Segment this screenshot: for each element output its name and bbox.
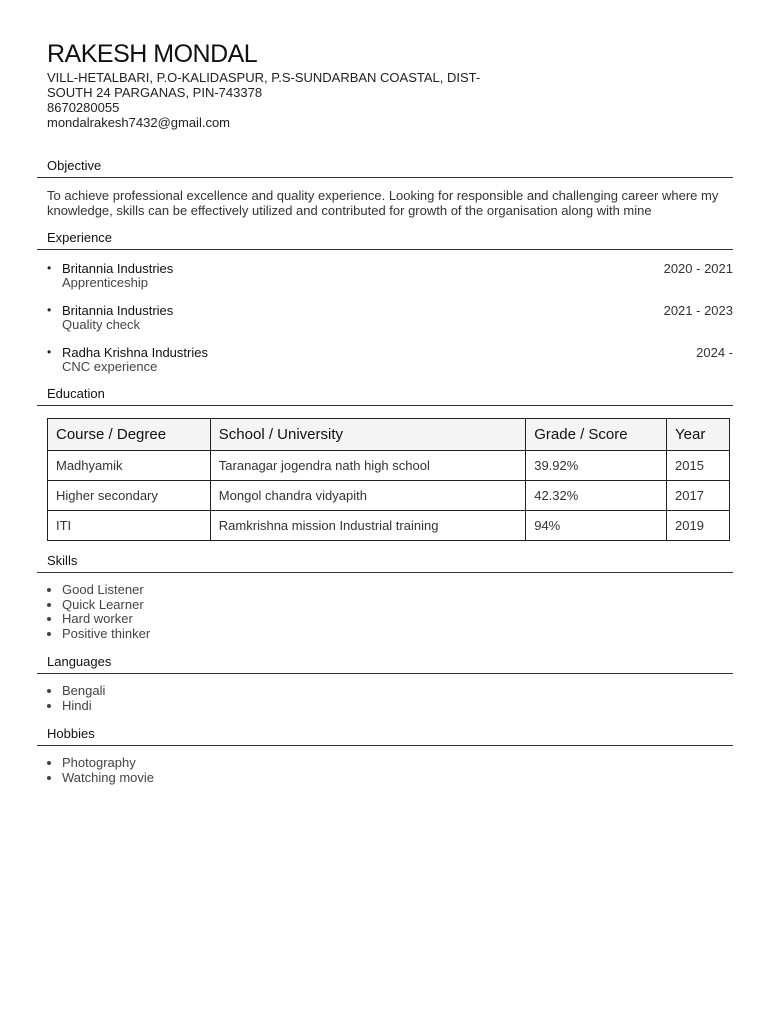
- experience-role: Quality check: [62, 317, 141, 332]
- bullet-icon: •: [47, 345, 52, 359]
- objective-text: To achieve professional excellence and quality experience. Looking for responsible and challenging career where my knowledge, skills can be effectively utilized and contributed for growth of the organisation along with mine: [47, 188, 719, 218]
- cell-school: Taranagar jogendra nath high school: [210, 451, 525, 481]
- experience-company: Britannia Industries: [62, 303, 174, 318]
- cell-grade: 39.92%: [526, 451, 667, 481]
- cell-course: ITI: [48, 511, 211, 541]
- bullet-icon: •: [47, 303, 52, 317]
- experience-company: Radha Krishna Industries: [62, 345, 208, 360]
- column-header-school: School / University: [210, 419, 525, 451]
- experience-role: CNC experience: [62, 359, 158, 374]
- address-line-1: VILL-HETALBARI, P.O-KALIDASPUR, P.S-SUNDARBAN COASTAL, DIST-: [47, 70, 481, 85]
- experience-company: Britannia Industries: [62, 261, 174, 276]
- table-row: [48, 451, 730, 481]
- list-item: • Positive thinker: [62, 627, 150, 642]
- email-address: mondalrakesh7432@gmail.com: [47, 115, 231, 130]
- phone-number: 8670280055: [47, 100, 120, 115]
- address-line-2: SOUTH 24 PARGANAS, PIN-743378: [47, 85, 263, 100]
- list-item: • Watching movie: [62, 771, 154, 786]
- list-item: • Hard worker: [62, 612, 150, 627]
- skills-list: [47, 583, 150, 641]
- cell-year: 2015: [667, 451, 730, 481]
- cell-grade: 42.32%: [526, 481, 667, 511]
- cell-course: Higher secondary: [48, 481, 211, 511]
- objective-heading: Objective: [37, 158, 733, 178]
- column-header-course: Course / Degree: [48, 419, 211, 451]
- list-item: • Bengali: [62, 684, 105, 699]
- experience-heading: Experience: [37, 230, 733, 250]
- list-item: • Good Listener: [62, 583, 150, 598]
- resume-header: [47, 40, 487, 130]
- table-header-row: [48, 419, 730, 451]
- cell-year: 2017: [667, 481, 730, 511]
- list-item: • Quick Learner: [62, 598, 150, 613]
- table-row: [48, 481, 730, 511]
- education-table: [47, 418, 730, 541]
- column-header-grade: Grade / Score: [526, 419, 667, 451]
- skills-heading: Skills: [37, 553, 733, 573]
- table-row: [48, 511, 730, 541]
- hobbies-heading: Hobbies: [37, 726, 733, 746]
- cell-year: 2019: [667, 511, 730, 541]
- hobbies-list: [47, 756, 154, 785]
- experience-years: 2020 - 2021: [663, 261, 733, 276]
- column-header-year: Year: [667, 419, 730, 451]
- cell-course: Madhyamik: [48, 451, 211, 481]
- cell-school: Mongol chandra vidyapith: [210, 481, 525, 511]
- languages-list: [47, 684, 105, 713]
- bullet-icon: •: [47, 261, 52, 275]
- candidate-name: RAKESH MONDAL: [47, 40, 258, 68]
- languages-heading: Languages: [37, 654, 733, 674]
- list-item: • Photography: [62, 756, 154, 771]
- list-item: • Hindi: [62, 699, 105, 714]
- experience-years: 2024 -: [696, 345, 733, 360]
- experience-years: 2021 - 2023: [663, 303, 733, 318]
- cell-grade: 94%: [526, 511, 667, 541]
- cell-school: Ramkrishna mission Industrial training: [210, 511, 525, 541]
- experience-role: Apprenticeship: [62, 275, 148, 290]
- education-heading: Education: [37, 386, 733, 406]
